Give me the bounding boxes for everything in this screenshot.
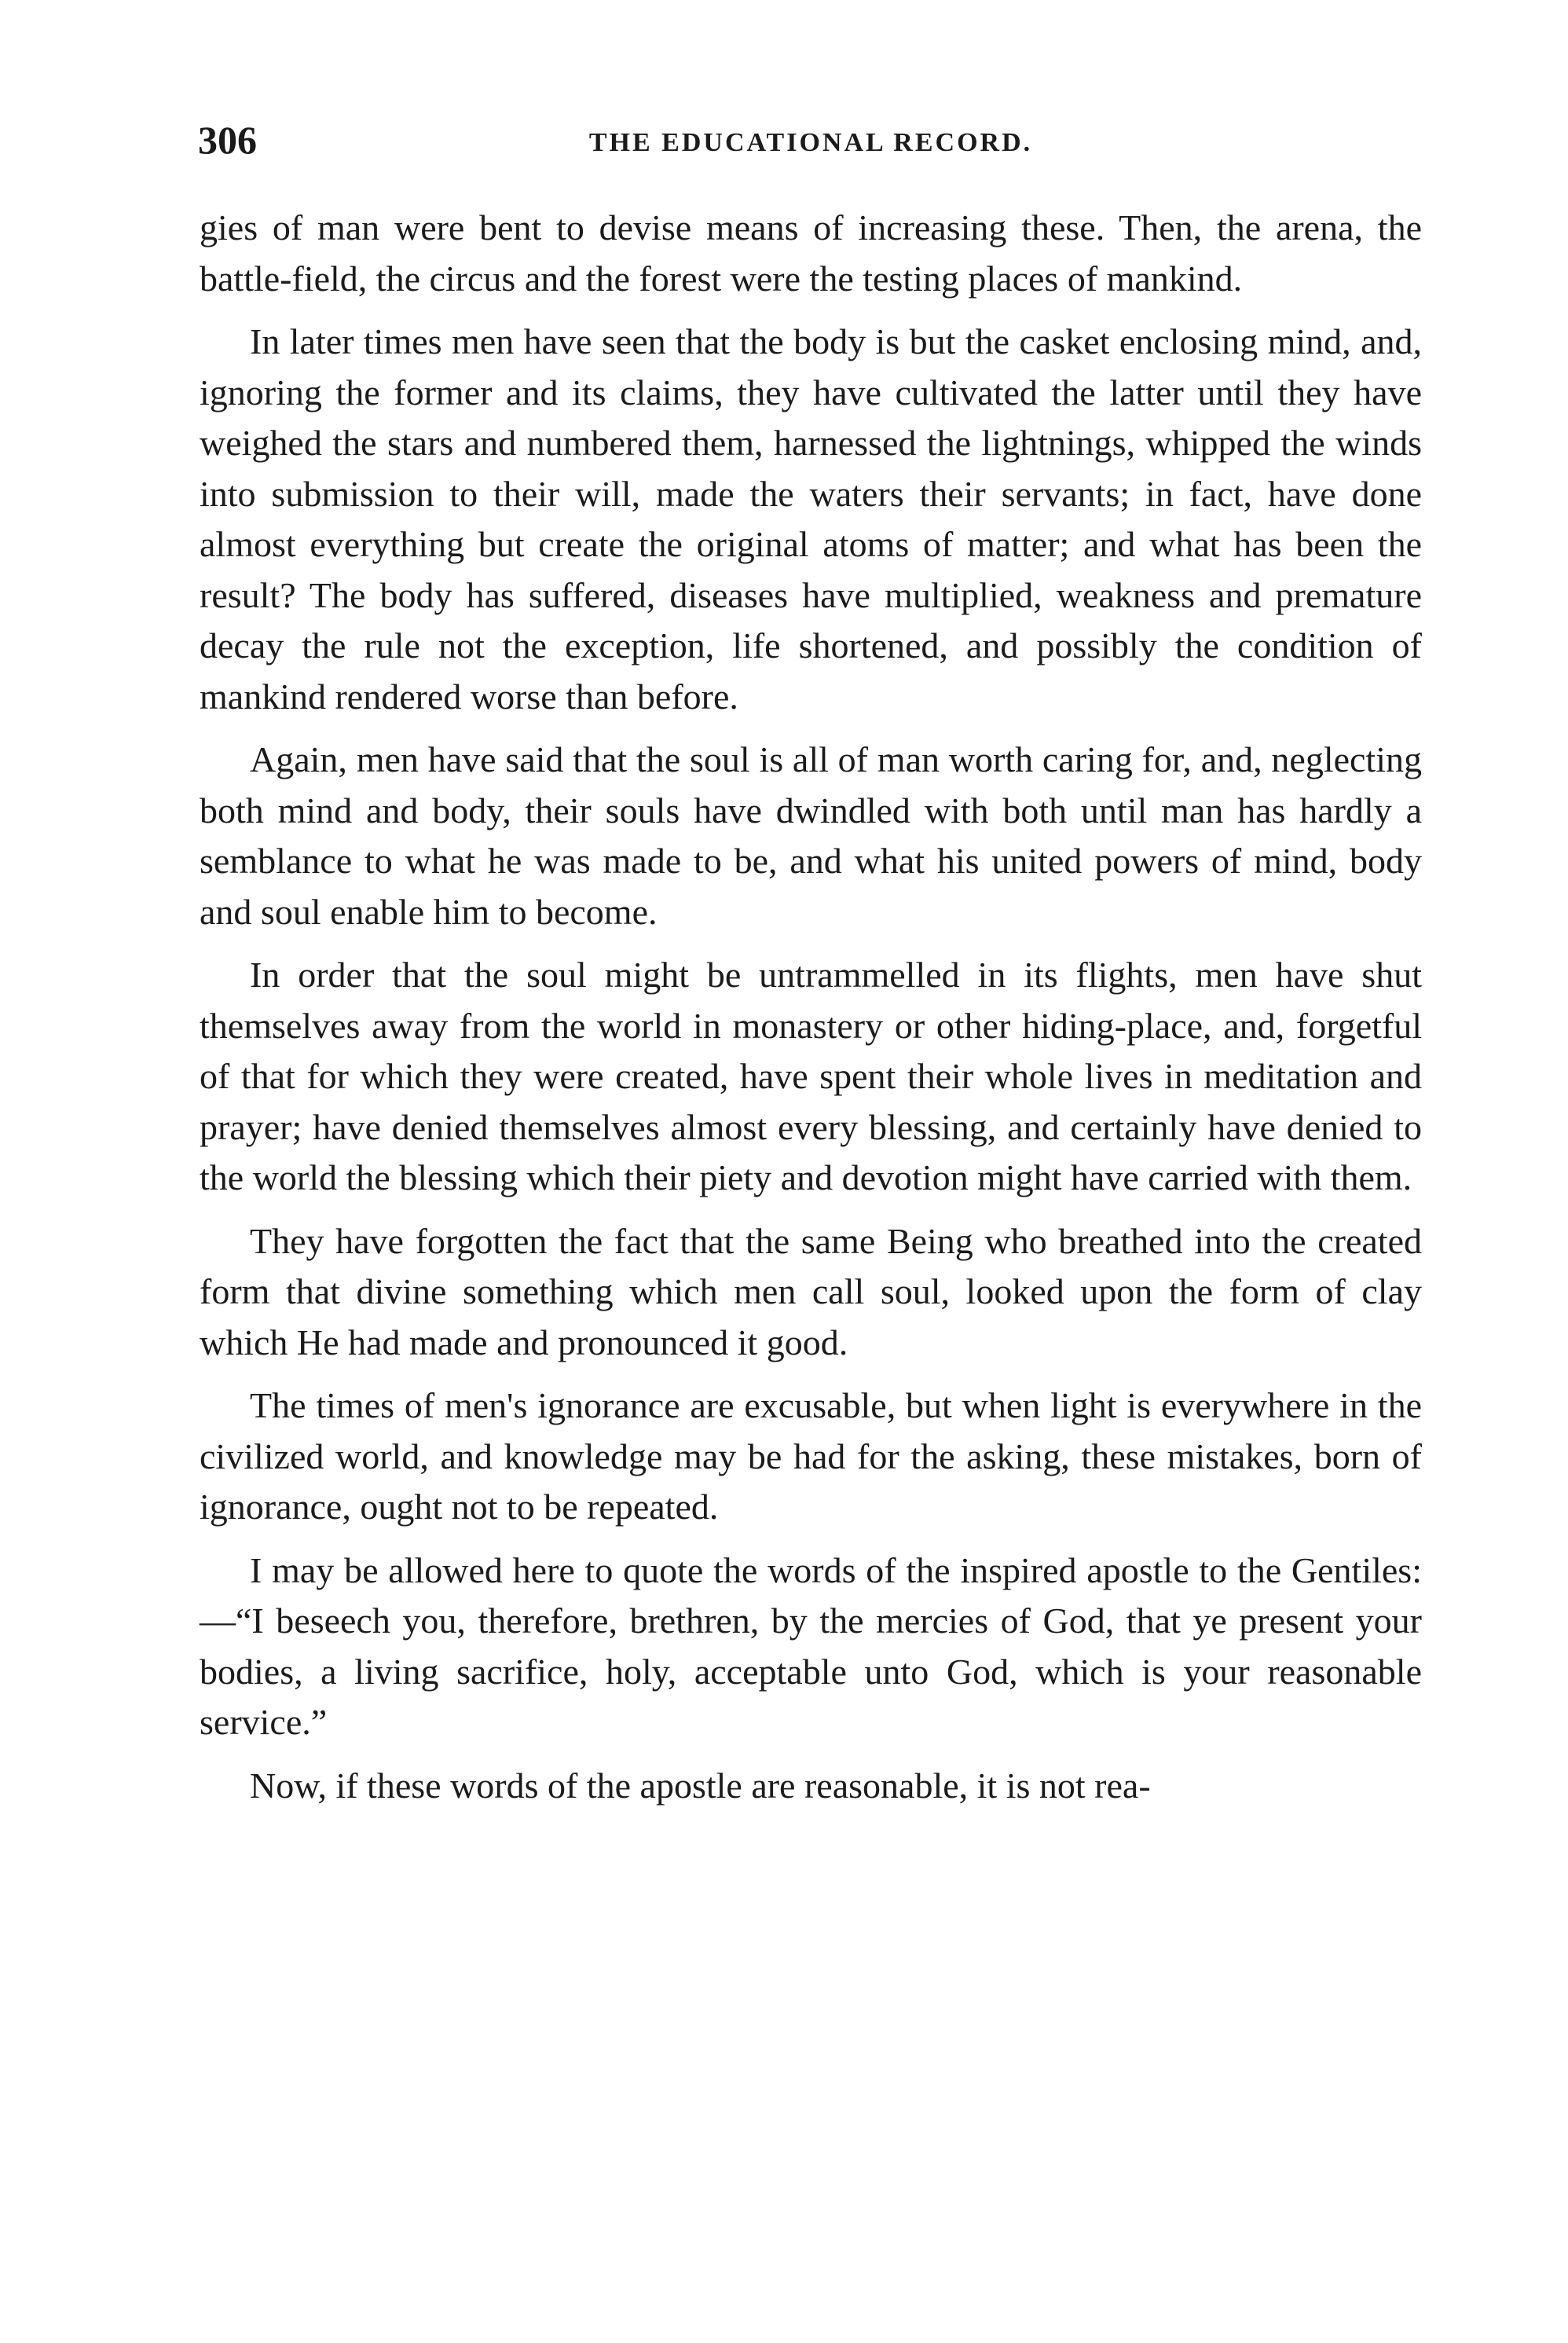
paragraph: Again, men have said that the soul is all of man worth caring for, and, neglecting both mind and body, their souls have dwindled with both until man has hardly a semblance to what he was made to be, and what his united powers of mind, body and soul enable him to become. [200,739,1422,932]
paragraph: I may be allowed here to quote the words of the inspired apostle to the Gentiles:—“I beseech you, therefore, brethren, by the mercies of God, that ye present your bodies, a living sacrifice, holy, acceptable unto God, which is your reasonable service.” [200,1549,1422,1742]
body-text [200,203,1422,1824]
paragraph: The times of men's ignorance are excusable, but when light is everywhere in the civilized world, and knowledge may be had for the asking, these mistakes, born of ignorance, ought not to be repeated. [200,1385,1422,1527]
paragraph-last: Now, if these words of the apostle are reasonable, it is not rea- [250,1765,1151,1806]
page-header [198,116,1423,171]
paragraph-continuation: gies of man were bent to devise means of increasing these. Then, the arena, the battle-field, the circus and the forest were the testing places of mankind. [200,207,1422,299]
running-title: THE EDUCATIONAL RECORD. [588,128,1033,157]
page-number: 306 [198,118,257,162]
paragraph: In later times men have seen that the body is but the casket enclosing mind, and, ignoring the former and its claims, they have cultivated the latter until they have weighed the stars and numbered them, harnessed the lightnings, whipped the winds into submission to their will, made the waters their servants; in fact, have done almost everything but create the original atoms of matter; and what has been the result? The body has suffered, diseases have multiplied, weakness and premature decay the rule not the exception, life shortened, and possibly the condition of mankind rendered worse than before. [200,321,1422,717]
paragraph: They have forgotten the fact that the same Being who breathed into the created form that divine something which men call soul, looked upon the form of clay which He had made and pronounced it good. [200,1220,1422,1362]
paragraph: In order that the soul might be untrammelled in its flights, men have shut themselves away from the world in monastery or other hiding-place, and, forgetful of that for which they were created, have spent their whole lives in meditation and prayer; have denied themselves almost every blessing, and certainly have denied to the world the blessing which their piety and devotion might have carried with them. [200,955,1422,1197]
